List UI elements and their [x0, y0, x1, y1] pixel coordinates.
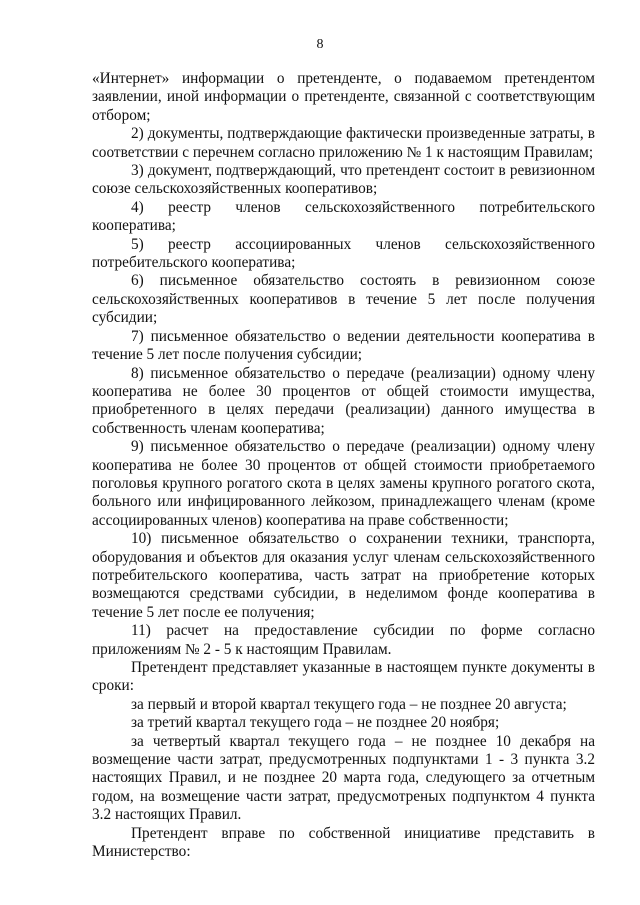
page-number: 8	[316, 37, 324, 52]
deadline-q4: за четвертый квартал текущего года – не позднее 10 декабря на возмещение части затрат, предусмотренных подпунктами 1 - 3 пункта 3.2 настоящих Правил, и не позднее 20 марта года, следующего за отчетным годом, на возмещение части затрат, предусмотреных подпунктом 4 пункта 3.2 настоящих Правил.	[92, 732, 595, 824]
list-item-6: 6) письменное обязательство состоять в ревизионном союзе сельскохозяйственных кооперативов в течение 5 лет после получения субсидии;	[92, 272, 595, 327]
list-item-11: 11) расчет на предоставление субсидии по форме согласно приложениям № 2 - 5 к настоящим Правилам.	[92, 622, 595, 658]
optional-submission-intro: Претендент вправе по собственной инициативе представить в Министерство:	[92, 824, 595, 861]
list-item-7: 7) письменное обязательство о ведении деятельности кооператива в течение 5 лет после получения субсидии;	[92, 327, 595, 364]
paragraph-continuation: «Интернет» информации о претенденте, о подаваемом претендентом заявлении, иной информации о претенденте, связанной с соответствующим отбором;	[92, 70, 595, 124]
document-body	[92, 70, 595, 861]
list-item-5: 5) реестр ассоциированных членов сельскохозяйственного потребительского кооператива;	[92, 235, 595, 272]
list-item-3: 3) документ, подтверждающий, что претендент состоит в ревизионном союзе сельскохозяйственных кооперативов;	[92, 162, 595, 198]
deadline-q3: за третий квартал текущего года – не позднее 20 ноября;	[131, 714, 500, 732]
list-item-8: 8) письменное обязательство о передаче (реализации) одному члену кооператива не более 30 процентов от общей стоимости имущества, приобретенного в целях передачи (реализации) данного имущества в собственность членам кооператива;	[92, 364, 595, 437]
deadlines-intro: Претендент представляет указанные в настоящем пункте документы в сроки:	[92, 659, 595, 695]
list-item-9: 9) письменное обязательство о передаче (реализации) одному члену кооператива не более 30 процентов от общей стоимости приобретаемого поголовья крупного рогатого скота в целях замены крупного рогатого скота, больного или инфицированного лейкозом, принадлежащего членам (кроме ассоциированных членов) кооператива на праве собственности;	[92, 438, 595, 529]
list-item-4: 4) реестр членов сельскохозяйственного потребительского кооператива;	[92, 198, 595, 235]
list-item-10: 10) письменное обязательство о сохранении техники, транспорта, оборудования и объектов для оказания услуг членам сельскохозяйственного потребительского кооператива, часть затрат на приобретение которых возмещаются средствами субсидии, в неделимом фонде кооператива в течение 5 лет после ее получения;	[92, 530, 595, 621]
deadline-q1-q2: за первый и второй квартал текущего года – не позднее 20 августа;	[131, 695, 567, 713]
list-item-2: 2) документы, подтверждающие фактически произведенные затраты, в соответствии с перечнем согласно приложению № 1 к настоящим Правилам;	[92, 125, 595, 161]
